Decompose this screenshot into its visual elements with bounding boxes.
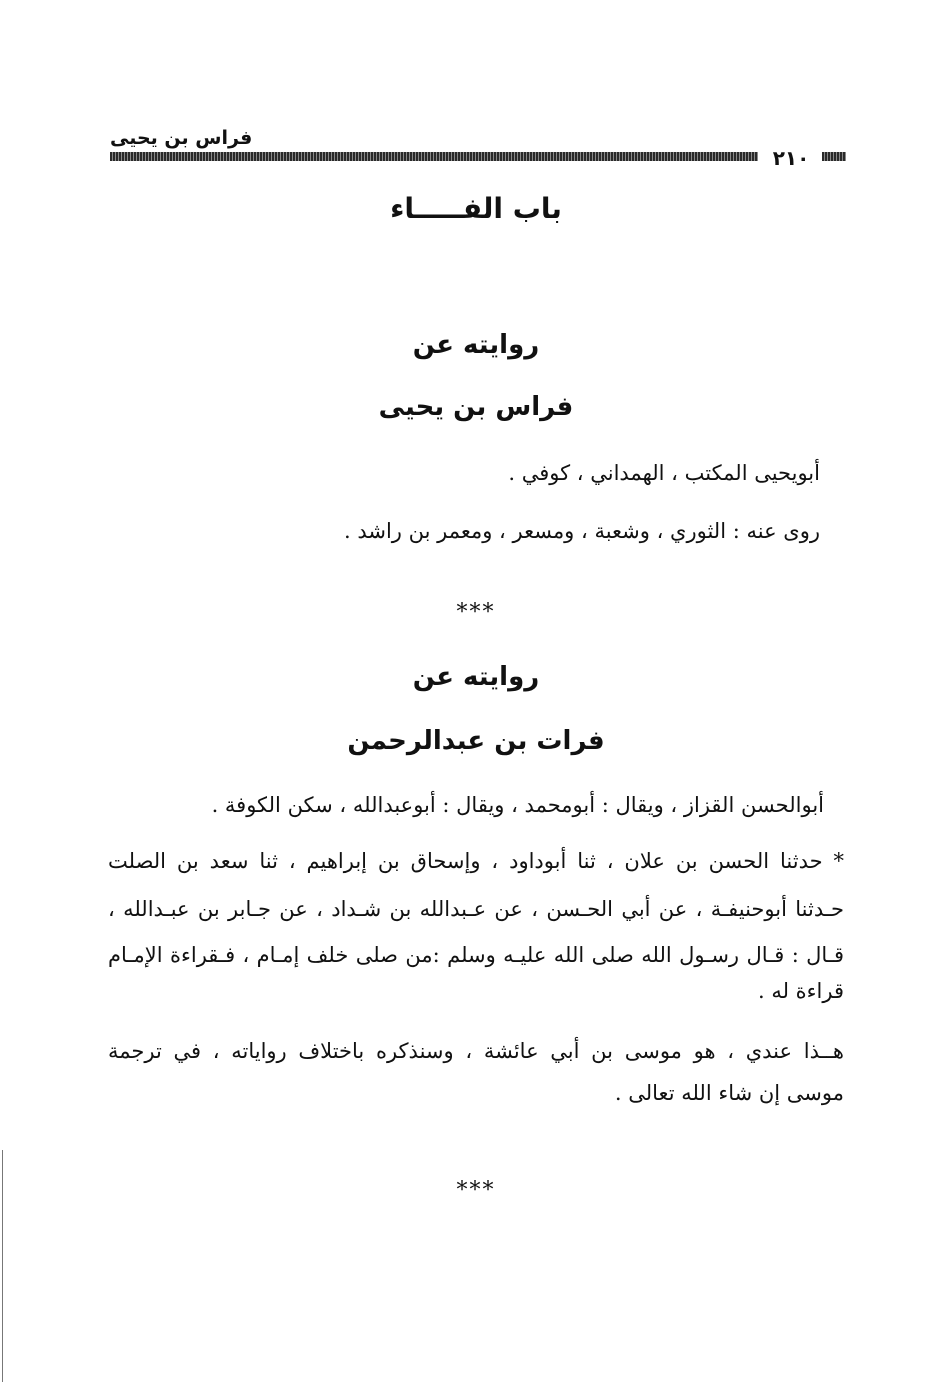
section-title: باب الفـــــاء [390, 192, 562, 225]
entry-2-line-3: حـدثنا أبوحنيفـة ، عن أبي الحـسن ، عن عـبدالله بن شـداد ، عن جـابر بن عبـدالله ، [108, 897, 844, 921]
entry-2-line-6: هــذا عندي ، هو موسى بن أبي عائشة ، وسنذكره باختلاف رواياته ، في ترجمة [108, 1039, 844, 1063]
entry-2-line-4: قـال : قـال رسـول الله صلى الله عليـه وسلم :من صلى خلف إمـام ، فـقراءة الإمـام [108, 943, 844, 967]
entry-1-heading-narration: روايته عن [412, 330, 540, 360]
separator-1: *** [456, 600, 496, 625]
entry-1-line-1: أبويحيى المكتب ، الهمداني ، كوفي . [508, 461, 820, 485]
header-rule-bar-left [110, 152, 758, 161]
entry-2-line-5: قراءة له . [757, 979, 844, 1003]
entry-1-heading-name: فراس بن يحيى [378, 392, 574, 422]
entry-2-heading-narration: روايته عن [412, 662, 540, 692]
header-rule [110, 148, 846, 168]
page-number: ٢١٠ [772, 146, 810, 170]
entry-2-line-7: موسى إن شاء الله تعالى . [614, 1081, 844, 1105]
entry-2-line-1: أبوالحسن القزاز ، ويقال : أبومحمد ، ويقال : أبوعبدالله ، سكن الكوفة . [211, 793, 824, 817]
entry-1-line-2: روى عنه : الثوري ، وشعبة ، ومسعر ، ومعمر بن راشد . [343, 519, 820, 543]
entry-2-heading-name: فرات بن عبدالرحمن [347, 726, 605, 756]
header-rule-bar-right [822, 152, 846, 161]
running-title: فراس بن يحيى [110, 127, 253, 149]
entry-2-line-2: * حدثنا الحسن بن علان ، ثنا أبوداود ، وإسحاق بن إبراهيم ، ثنا سعد بن الصلت [108, 849, 844, 873]
separator-2: *** [456, 1178, 496, 1203]
